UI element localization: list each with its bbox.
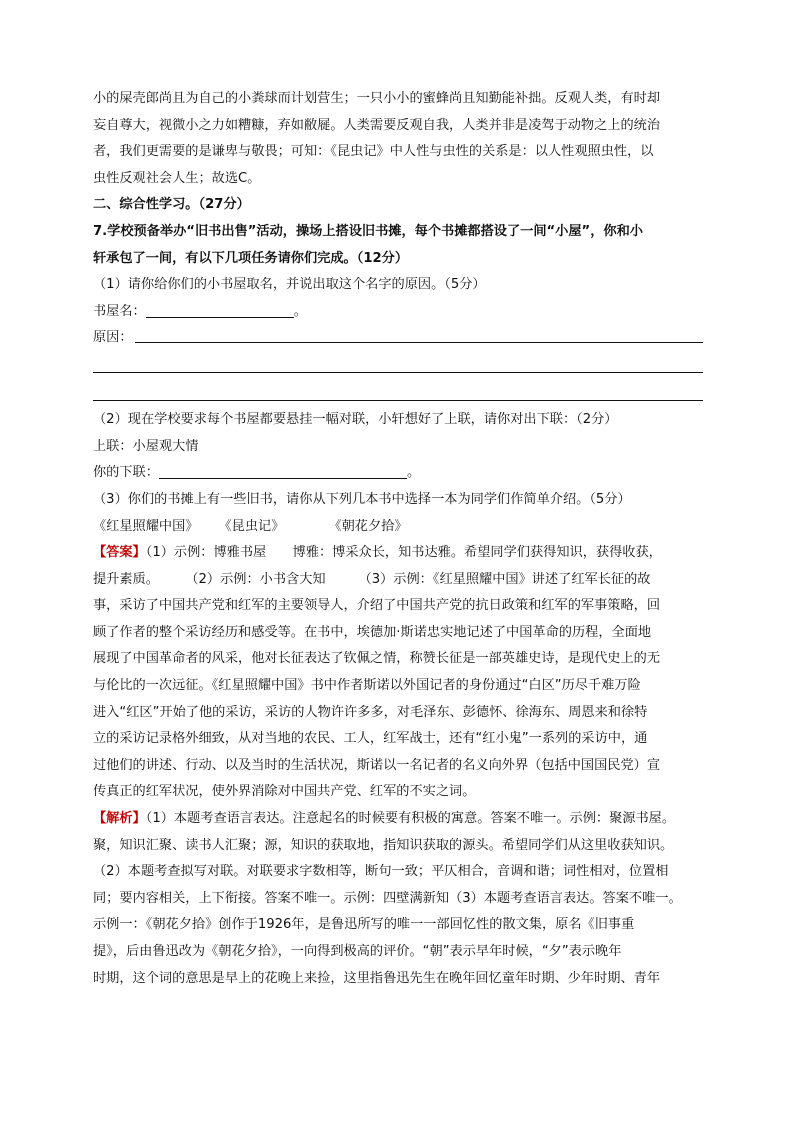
reason-blank[interactable]: [135, 325, 703, 343]
analysis-tag: 【解析】: [93, 811, 146, 827]
reason-blank-line[interactable]: [93, 352, 703, 373]
book-title: 《昆虫记》: [218, 518, 285, 534]
question-7-line: 轩承包了一间，有以下几项任务请你们完成。（12分）: [93, 250, 409, 266]
analysis-line: （2）本题考查拟写对联。对联要求字数相等，断句一致；平仄相合，音调和谐；词性相对，位置相: [93, 864, 669, 880]
lower-couplet-label: 你的下联：: [93, 465, 159, 481]
answer-line: 进入“红区”开始了他的采访，采访的人物许许多多，对毛泽东、彭德怀、徐海东、周恩来和徐特: [93, 704, 648, 720]
answer-line: 提升素质。 （2）示例：小书含大知 （3）示例：《红星照耀中国》讲述了红军长征的故: [93, 571, 651, 587]
bookstore-name-row: [93, 299, 703, 326]
analysis-first-line: [93, 806, 703, 833]
bookstore-name-label: 书屋名：: [93, 303, 146, 319]
lower-couplet-end: 。: [406, 465, 421, 481]
analysis-line: 聚，知识汇聚、读书人汇聚；源，知识的获取地，指知识获取的源头。希望同学们从这里收获知识。: [93, 837, 674, 853]
answer-line: 事，采访了中国共产党和红军的主要领导人，介绍了中国共产党的抗日政策和红军的军事策略，回: [93, 598, 661, 614]
paragraph-line: 妄自尊大，视微小之力如糟糠，弃如敝屣。人类需要反观自我，人类并非是凌驾于动物之上的统治: [93, 117, 661, 133]
upper-couplet: 上联：小屋观大情: [93, 438, 199, 454]
answer-line: 展现了中国革命者的风采，他对长征表达了钦佩之情，称赞长征是一部英雄史诗，是现代史上的无: [93, 651, 661, 667]
analysis-line: 示例一：《朝花夕拾》创作于1926年，是鲁迅所写的唯一一部回忆性的散文集，原名《旧事重: [93, 917, 635, 933]
document-page: [93, 86, 703, 992]
answer-tag: 【答案】: [93, 545, 146, 561]
lower-couplet-row: [93, 460, 703, 487]
reason-row: [93, 325, 703, 352]
book-title: 《红星照耀中国》: [93, 518, 199, 534]
paragraph-line: 者，我们更需要的是谦卑与敬畏；可知：《昆虫记》中人性与虫性的关系是：以人性观照虫性，以: [93, 144, 654, 160]
answer-line: 与伦比的一次远征。《红星照耀中国》书中作者斯诺以外国记者的身份通过“白区”历尽千难万险: [93, 678, 641, 694]
analysis-line: 同；要内容相关，上下衔接。答案不唯一。示例：四壁满新知（3）本题考查语言表达。答案不唯一。: [93, 890, 682, 906]
answer-first-line: [93, 540, 703, 567]
book-list: [93, 514, 703, 541]
sub-question-3: （3）你们的书摊上有一些旧书，请你从下列几本书中选择一本为同学们作简单介绍。（5分）: [93, 491, 631, 507]
analysis-line: （1）本题考查语言表达。注意起名的时候要有积极的寓意。答案不唯一。示例：聚源书屋。: [145, 811, 676, 827]
paragraph-line: 小的屎壳郎尚且为自己的小粪球而计划营生；一只小小的蜜蜂尚且知勤能补拙。反观人类，有时却: [93, 91, 661, 106]
answer-line: 立的采访记录格外细致，从对当地的农民、工人，红军战士，还有“红小鬼”一系列的采访中，通: [93, 731, 648, 747]
answer-line: 过他们的讲述、行动、以及当时的生活状况，斯诺以一名记者的名义向外界（包括中国国民党）宣: [93, 757, 661, 773]
sub-question-1: （1）请你给你们的小书屋取名，并说出取这个名字的原因。（5分）: [93, 277, 486, 293]
analysis-line: 时期，这个词的意思是早上的花晚上来捡，这里指鲁迅先生在晚年回忆童年时期、少年时期、青年: [93, 970, 661, 986]
analysis-line: 提》，后由鲁迅改为《朝花夕拾》，一向得到极高的评价。“朝”表示早年时候，“夕”表示晚年: [93, 944, 622, 959]
sub-question-2: （2）现在学校要求每个书屋都要悬挂一幅对联，小轩想好了上联，请你对出下联：（2分）: [93, 412, 618, 428]
section-heading: 二、综合性学习。（27分）: [93, 197, 250, 213]
question-7-line: 7.学校预备举办“旧书出售”活动，操场上搭设旧书摊，每个书摊都搭设了一间“小屋”，你和小: [93, 223, 643, 239]
lower-couplet-blank[interactable]: [159, 461, 407, 479]
answer-line: 顾了作者的整个采访经历和感受等。在书中，埃德加·斯诺忠实地记述了中国革命的历程，全面地: [93, 624, 652, 640]
reason-blank-line[interactable]: [93, 380, 703, 401]
answer-line: 传真正的红军状况，使外界消除对中国共产党、红军的不实之词。: [93, 784, 476, 800]
reason-label: 原因：: [93, 330, 133, 346]
book-title: 《朝花夕拾》: [328, 518, 408, 534]
bookstore-name-end: 。: [293, 303, 307, 319]
bookstore-name-blank[interactable]: [146, 300, 294, 318]
paragraph-line: 虫性反观社会人生；故选C。: [93, 170, 261, 186]
answer-line: （1）示例：博雅书屋 博雅：博采众长，知书达雅。希望同学们获得知识，获得收获，: [145, 545, 662, 561]
